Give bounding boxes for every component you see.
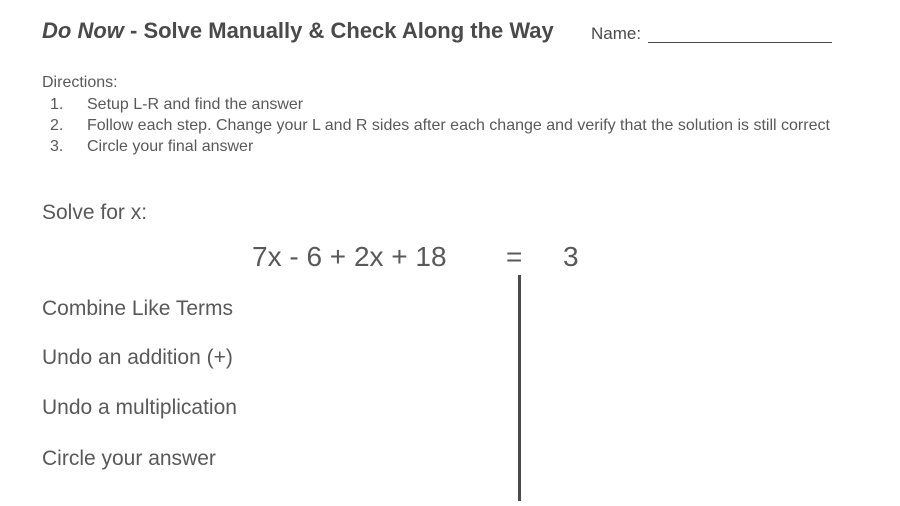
left-right-divider-line [518, 275, 521, 501]
step-undo-addition: Undo an addition (+) [42, 346, 233, 369]
direction-number: 1. [50, 96, 64, 113]
equation-equals-sign: = [506, 241, 523, 272]
name-blank-line[interactable] [648, 42, 832, 43]
name-label: Name: [591, 24, 642, 43]
step-circle-answer: Circle your answer [42, 447, 216, 470]
direction-number: 2. [50, 117, 64, 134]
step-undo-multiplication: Undo a multiplication [42, 396, 237, 419]
direction-text: Setup L-R and find the answer [87, 96, 304, 113]
directions-label: Directions: [42, 74, 118, 91]
step-combine-like-terms: Combine Like Terms [42, 297, 234, 320]
equation-left-side: 7x - 6 + 2x + 18 [252, 241, 447, 272]
direction-text: Circle your final answer [87, 138, 254, 155]
title-do-now: Do Now [42, 18, 124, 43]
directions-list [42, 94, 862, 157]
direction-number: 3. [50, 138, 64, 155]
direction-text: Follow each step. Change your L and R sides after each change and verify that the solution is still correct [87, 117, 830, 134]
direction-item-3 [42, 136, 862, 157]
solve-for-prompt: Solve for x: [42, 201, 148, 224]
direction-item-2 [42, 115, 862, 136]
equation-right-side: 3 [563, 241, 579, 272]
title-subtitle: - Solve Manually & Check Along the Way [123, 18, 554, 43]
page-title [42, 18, 554, 44]
direction-item-1 [42, 94, 862, 115]
